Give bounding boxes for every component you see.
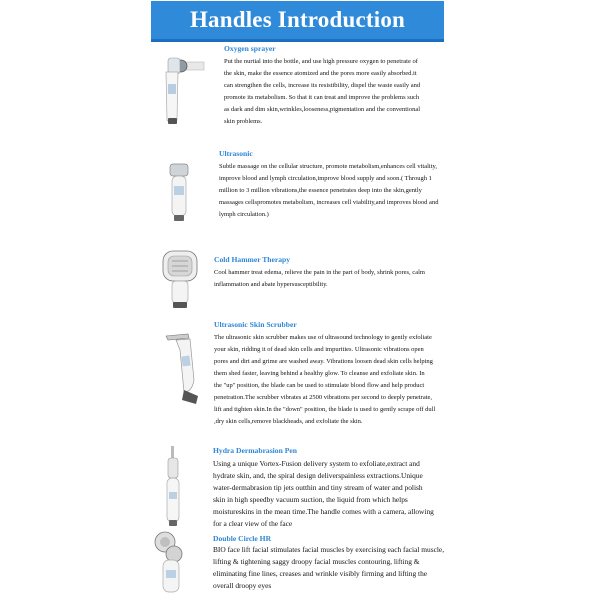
description-line: Cool hammer treat edema, relieve the pain in the part of body, shrink pores, calm xyxy=(214,269,425,276)
description-line: BIO face lift facial stimulates facial muscles by exercising each facial muscle, xyxy=(213,545,445,554)
description-line: Using a unique Vortex-Fusion delivery system to exfoliate,extract and xyxy=(213,459,420,468)
section-heading: Cold Hammer Therapy xyxy=(214,255,291,264)
description-line: the skin, make the essence atomized and the pores more easily absorbed.it xyxy=(224,70,417,77)
double-circle-handle-icon xyxy=(150,530,190,598)
section-double-circle-hr xyxy=(213,534,444,592)
section-description xyxy=(219,161,438,221)
description-line: lifting & tightening saggy droopy facial muscles contouring, lifting & xyxy=(213,557,420,566)
section-ultrasonic-skin-scrubber xyxy=(214,320,435,428)
skin-scrubber-handle-icon xyxy=(162,330,206,408)
description-line: your skin, ridding it of dead skin cells and impurities. Ultrasonic vibrations open xyxy=(214,346,424,353)
description-line: overall droopy eyes xyxy=(213,581,272,590)
title-banner xyxy=(151,1,444,42)
description-line: inflammation and abate hypersusceptibility. xyxy=(214,281,328,288)
section-description xyxy=(214,332,435,428)
description-line: improve blood and lymph circulation,improve blood supply and soon.( Through 1 xyxy=(219,175,432,182)
description-line: promote its metabolism. So that it can treat and improve the problems such xyxy=(224,94,420,101)
section-heading: Ultrasonic Skin Scrubber xyxy=(214,320,297,329)
section-heading: Double Circle HR xyxy=(213,534,272,543)
description-line: penetration.The scrubber vibrates at 2500 vibrations per second to deeply penetrate, xyxy=(214,394,433,401)
hydra-pen-handle-icon xyxy=(162,444,184,530)
section-description xyxy=(224,56,420,128)
section-heading: Oxygen sprayer xyxy=(224,44,276,53)
description-line: moistureskins in the mean time.The handle comes with a camera, allowing xyxy=(213,507,434,516)
section-hydra-dermabrasion-pen xyxy=(213,446,434,530)
description-line: million to 3 million vibrations,the essence penetrates deep into the skin,gently xyxy=(219,187,422,194)
section-cold-hammer-therapy xyxy=(214,255,425,291)
section-heading: Hydra Dermabrasion Pen xyxy=(213,446,297,455)
description-line: skin in high speedby vacuum suction, the liquid from which helps xyxy=(213,495,408,504)
ultrasonic-handle-icon xyxy=(165,160,193,226)
description-line: can strengthen the cells, increase its resistibility, dispel the waste easily and xyxy=(224,82,421,89)
description-line: eliminating fine lines, creases and wrinkle visibly firming and lifting the xyxy=(213,569,428,578)
description-line: hydrate skin, and, the spiral design deliverspainless extractions.Unique xyxy=(213,471,423,480)
description-line: them shed faster, leaving behind a healthy glow. To cleanse and exfoliate skin. In xyxy=(214,370,425,377)
description-line: massages cellspromotes metabolism, increases cell viability,and improves blood and xyxy=(219,199,439,206)
section-oxygen-sprayer xyxy=(224,44,420,128)
description-line: pores and dirt and grime are washed away. Vibrations loosen dead skin cells helping xyxy=(214,358,433,365)
page-title: Handles Introduction xyxy=(189,7,406,32)
section-heading: Ultrasonic xyxy=(219,149,253,158)
section-description xyxy=(213,458,434,530)
cold-hammer-handle-icon xyxy=(160,248,202,310)
description-line: lift and tighten skin.In the "down" position, the blade is used to gently scrape off dull xyxy=(214,406,436,413)
section-description xyxy=(213,544,444,592)
description-line: ,dry skin cells,remove blackheads, and exfoliate the skin. xyxy=(214,418,363,425)
section-ultrasonic xyxy=(219,149,438,221)
oxygen-sprayer-handle-icon xyxy=(160,54,208,130)
description-line: The ultrasonic skin scrubber makes use of ultrasound technology to gently exfoliate xyxy=(214,334,432,341)
description-line: Put the nurtial into the bottle, and use high pressure oxygen to penetrate of xyxy=(224,58,418,65)
section-description xyxy=(214,267,425,291)
description-line: for a clear view of the face xyxy=(213,519,293,528)
description-line: the "up" position, the blade can be used to stimulate blood flow and help product xyxy=(214,382,425,389)
description-line: as dark and dim skin,wrinkles,looseness,pigmentation and the conventional xyxy=(224,106,421,113)
description-line: skin problems. xyxy=(224,118,263,125)
description-line: lymph circulation.) xyxy=(219,211,269,218)
description-line: water-dermabrasion tip jets outthin and tiny stream of water and polish xyxy=(213,483,423,492)
description-line: Subtle massage on the cellular structure, promote metabolism,enhances cell vitality, xyxy=(219,163,437,170)
